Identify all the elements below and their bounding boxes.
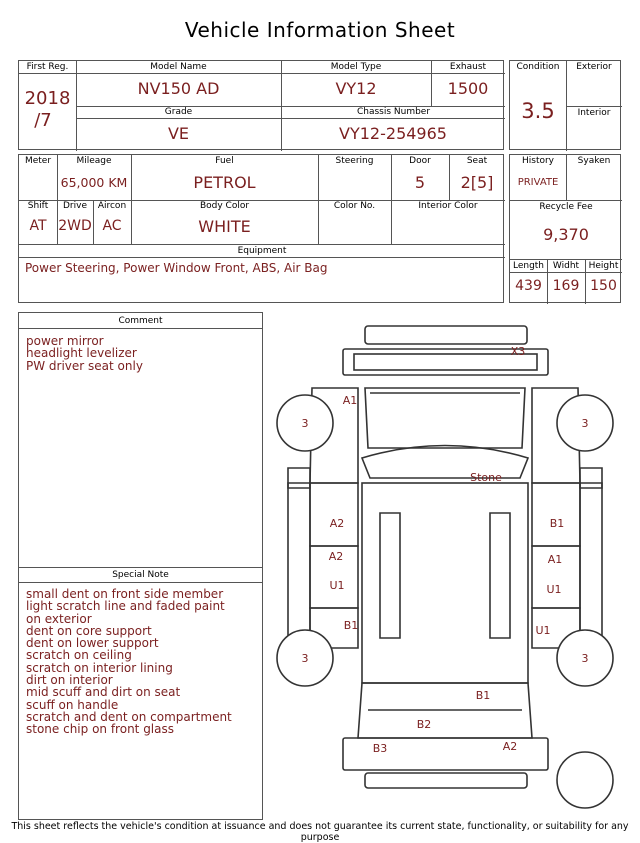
registration-table [18, 60, 504, 150]
special-note-line: on exterior [26, 611, 92, 626]
comment-list [19, 335, 259, 372]
mark-u1-right2: U1 [535, 624, 551, 637]
roof-rail-left [380, 513, 400, 638]
mark-tyre-fr: 3 [581, 417, 589, 430]
mark-a2-left2: A2 [328, 550, 344, 563]
height-label: Height [585, 260, 622, 273]
special-note-line: scratch on interior lining [26, 660, 173, 675]
tyres [277, 395, 613, 808]
comment-line: PW driver seat only [26, 358, 143, 373]
front-grille-inner [354, 354, 537, 370]
fuel-label: Fuel [215, 156, 234, 166]
comment-line: headlight levelizer [26, 346, 137, 361]
model-name-label: Model Name [76, 61, 281, 74]
right-front-door [532, 483, 580, 546]
special-note-line: dirt on interior [26, 673, 113, 688]
model-type-value: VY12 [335, 79, 377, 98]
comment-line: power mirror [26, 334, 104, 348]
special-note-line: dent on lower support [26, 636, 159, 651]
mark-b1-right: B1 [549, 517, 565, 530]
drive-value: 2WD [58, 218, 92, 234]
aircon-label: Aircon [97, 201, 127, 211]
windshield-outline [362, 446, 528, 479]
length-label: Length [510, 260, 547, 273]
drive-label: Drive [63, 201, 87, 211]
chassis-value: VY12-254965 [339, 124, 447, 143]
car-damage-diagram [270, 318, 620, 818]
aircon-value: AC [102, 218, 122, 234]
grade-value: VE [167, 124, 190, 143]
mark-b2-rear: B2 [416, 718, 432, 731]
exhaust-label: Exhaust [431, 61, 505, 74]
left-mirror [288, 468, 310, 488]
mark-tyre-rl: 3 [301, 652, 309, 665]
mark-u1-right: U1 [546, 583, 562, 596]
door-value: 5 [414, 173, 426, 192]
steering-label: Steering [335, 156, 374, 166]
mark-b1-rear: B1 [475, 689, 491, 702]
left-front-door [310, 483, 358, 546]
condition-label: Condition [516, 62, 560, 72]
meter-label: Meter [24, 156, 52, 166]
special-note-list [19, 588, 259, 736]
mark-u1-left: U1 [329, 579, 345, 592]
door-label: Door [409, 156, 431, 166]
spare-tyre [557, 752, 613, 808]
recycle-fee-value: 9,370 [543, 225, 589, 244]
special-note-line: small dent on front side member [26, 587, 224, 601]
interior-label: Interior [577, 108, 611, 118]
special-note-line: mid scuff and dirt on seat [26, 685, 181, 700]
hood-outline [365, 388, 525, 448]
rear-step-outline [365, 773, 527, 788]
mark-x3: X3 [510, 345, 526, 358]
seat-value: 2[5] [460, 173, 494, 192]
width-value: 169 [552, 278, 580, 294]
height-value: 150 [590, 278, 617, 294]
right-sill [580, 483, 602, 648]
disclaimer-footer: This sheet reflects the vehicle's condition at issuance and does not guarantee its current state, functionality, or suitability for any purpose [11, 821, 629, 843]
equipment-value: Power Steering, Power Window Front, ABS, Air Bag [25, 261, 328, 275]
mark-a2-left: A2 [329, 517, 345, 530]
fuel-value: PETROL [193, 173, 256, 192]
right-mirror [580, 468, 602, 488]
width-label: Widht [547, 260, 585, 273]
first-reg-month: /7 [34, 110, 52, 131]
mark-tyre-rr: 3 [581, 652, 589, 665]
condition-value: 3.5 [521, 99, 555, 123]
history-label: History [521, 156, 555, 166]
special-note-line: scuff on handle [26, 697, 119, 712]
equipment-label: Equipment [19, 245, 505, 258]
roof-rail-right [490, 513, 510, 638]
special-note-label: Special Note [19, 568, 262, 583]
mark-a1-top: A1 [342, 394, 358, 407]
damage-marks [302, 345, 589, 755]
history-table [509, 154, 621, 303]
mark-tyre-fl: 3 [301, 417, 309, 430]
special-note-line: scratch and dent on compartment [26, 709, 232, 724]
special-note-line: light scratch line and faded paint [26, 599, 225, 614]
condition-table [509, 60, 621, 150]
mileage-label: Mileage [76, 156, 112, 166]
first-reg-year: 2018 [24, 88, 71, 109]
special-note-line: dent on core support [26, 623, 152, 638]
syaken-label: Syaken [577, 156, 611, 166]
comment-label: Comment [19, 314, 262, 329]
special-note-line: scratch on ceiling [26, 648, 132, 663]
exterior-label: Exterior [576, 62, 612, 72]
interior-color-label: Interior Color [418, 201, 478, 211]
first-reg-label: First Reg. [19, 61, 76, 74]
mark-a1-right: A1 [547, 553, 563, 566]
model-type-label: Model Type [281, 61, 431, 74]
history-value: PRIVATE [517, 177, 559, 188]
grade-label: Grade [76, 106, 281, 119]
body-color-label: Body Color [199, 201, 250, 211]
page-title: Vehicle Information Sheet [184, 18, 456, 42]
model-name-value: NV150 AD [137, 79, 220, 98]
color-no-label: Color No. [333, 201, 376, 211]
shift-value: AT [29, 218, 47, 234]
front-bumper-outline [365, 326, 527, 344]
special-note-line: stone chip on front glass [26, 722, 175, 737]
seat-label: Seat [466, 156, 488, 166]
shift-label: Shift [27, 201, 49, 211]
exhaust-value: 1500 [447, 79, 489, 98]
length-value: 439 [515, 278, 542, 294]
left-sill [288, 483, 310, 648]
comment-panel [18, 312, 263, 820]
specification-table [18, 154, 504, 303]
recycle-fee-label: Recycle Fee [539, 202, 593, 212]
mark-b3-rear: B3 [372, 742, 388, 755]
body-color-value: WHITE [198, 217, 251, 236]
mark-a2-rear: A2 [502, 740, 518, 753]
mark-stone: Stone [470, 471, 502, 484]
chassis-label: Chassis Number [281, 106, 505, 119]
mileage-value: 65,000 KM [60, 175, 128, 190]
mark-b1-left: B1 [343, 619, 359, 632]
